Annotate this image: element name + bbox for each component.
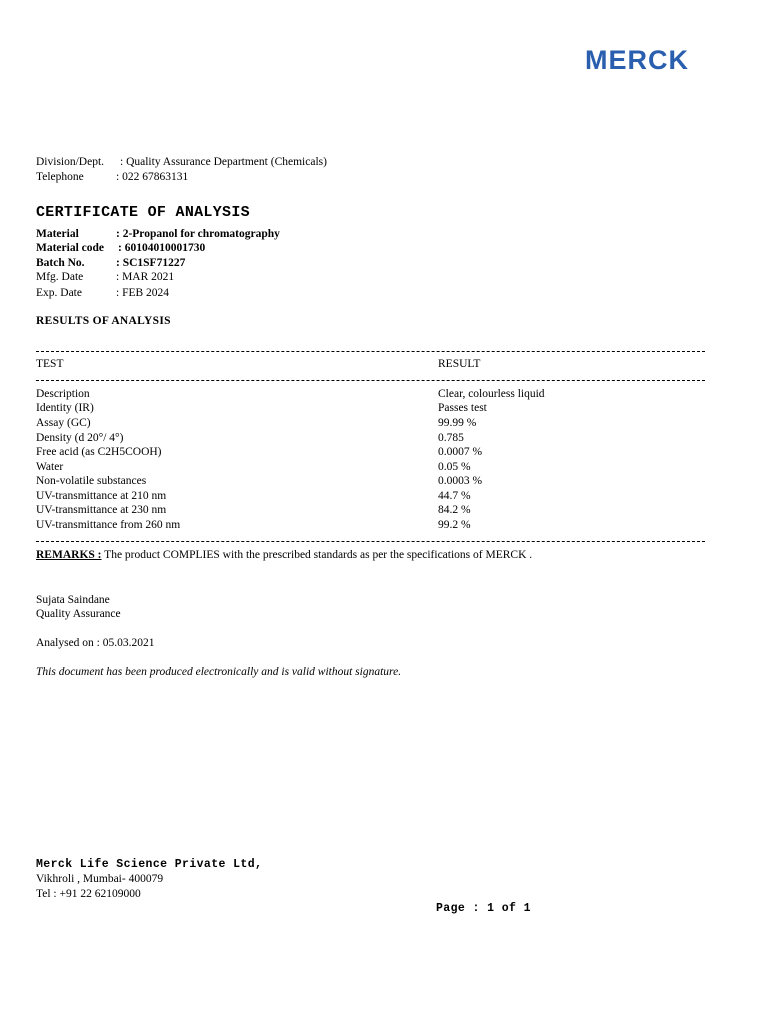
exp-date-label: Exp. Date xyxy=(36,287,82,299)
row-test: Identity (IR) xyxy=(36,402,94,414)
header-result: RESULT xyxy=(438,358,481,370)
disclaimer: This document has been produced electronically and is valid without signature. xyxy=(36,666,402,678)
telephone-label: Telephone xyxy=(36,171,84,183)
document-title: CERTIFICATE OF ANALYSIS xyxy=(36,204,250,221)
row-result: 84.2 % xyxy=(438,504,471,516)
row-test: UV-transmittance at 210 nm xyxy=(36,490,167,502)
logo-text: MERCK xyxy=(585,45,689,74)
remarks-line xyxy=(36,549,532,561)
row-test: Assay (GC) xyxy=(36,417,91,429)
header-test: TEST xyxy=(36,358,64,370)
mfg-date-line xyxy=(36,271,174,283)
row-test: Density (d 20°/ 4°) xyxy=(36,432,124,444)
row-result: 99.2 % xyxy=(438,519,471,531)
merck-logo xyxy=(585,44,713,74)
table-top-divider xyxy=(36,351,705,352)
batch-value: : SC1SF71227 xyxy=(116,257,186,269)
table-bottom-divider xyxy=(36,541,705,542)
batch-label: Batch No. xyxy=(36,257,85,269)
row-result: 0.0003 % xyxy=(438,475,483,487)
table-header-divider xyxy=(36,380,705,381)
exp-date-line xyxy=(36,287,169,299)
row-result: 0.0007 % xyxy=(438,446,483,458)
row-result: 99.99 % xyxy=(438,417,477,429)
row-test: UV-transmittance at 230 nm xyxy=(36,504,167,516)
row-result: 0.785 xyxy=(438,432,464,444)
row-result: 44.7 % xyxy=(438,490,471,502)
row-result: Clear, colourless liquid xyxy=(438,388,545,400)
material-code-label: Material code xyxy=(36,242,105,254)
material-line xyxy=(36,228,280,240)
material-code-line xyxy=(36,242,205,254)
signatory-role: Quality Assurance xyxy=(36,608,121,620)
batch-line xyxy=(36,257,185,269)
telephone-line xyxy=(36,171,188,183)
footer-address: Vikhroli , Mumbai- 400079 xyxy=(36,873,164,885)
row-test: Free acid (as C2H5COOH) xyxy=(36,446,162,458)
mfg-date-label: Mfg. Date xyxy=(36,271,84,283)
row-test: Non-volatile substances xyxy=(36,475,147,487)
results-heading: RESULTS OF ANALYSIS xyxy=(36,315,171,327)
division-value: : Quality Assurance Department (Chemicals) xyxy=(120,156,327,168)
footer-company: Merck Life Science Private Ltd, xyxy=(36,858,263,871)
row-result: 0.05 % xyxy=(438,461,471,473)
telephone-value: : 022 67863131 xyxy=(116,171,189,183)
material-label: Material xyxy=(36,228,79,240)
division-line xyxy=(36,156,327,168)
row-test: Water xyxy=(36,461,64,473)
remarks-text: The product COMPLIES with the prescribed standards as per the specifications of MERCK . xyxy=(101,549,533,561)
analysed-on: Analysed on : 05.03.2021 xyxy=(36,637,155,649)
row-test: Description xyxy=(36,388,90,400)
material-value: : 2-Propanol for chromatography xyxy=(116,228,280,240)
exp-date-value: : FEB 2024 xyxy=(116,287,170,299)
division-label: Division/Dept. xyxy=(36,156,105,168)
mfg-date-value: : MAR 2021 xyxy=(116,271,175,283)
material-code-value: : 60104010001730 xyxy=(118,242,206,254)
row-result: Passes test xyxy=(438,402,487,414)
merck-logo-icon xyxy=(585,44,713,74)
signatory-name: Sujata Saindane xyxy=(36,594,110,606)
remarks-label: REMARKS : xyxy=(36,549,102,561)
row-test: UV-transmittance from 260 nm xyxy=(36,519,181,531)
footer-tel: Tel : +91 22 62109000 xyxy=(36,888,141,900)
page-number: Page : 1 of 1 xyxy=(436,902,531,915)
